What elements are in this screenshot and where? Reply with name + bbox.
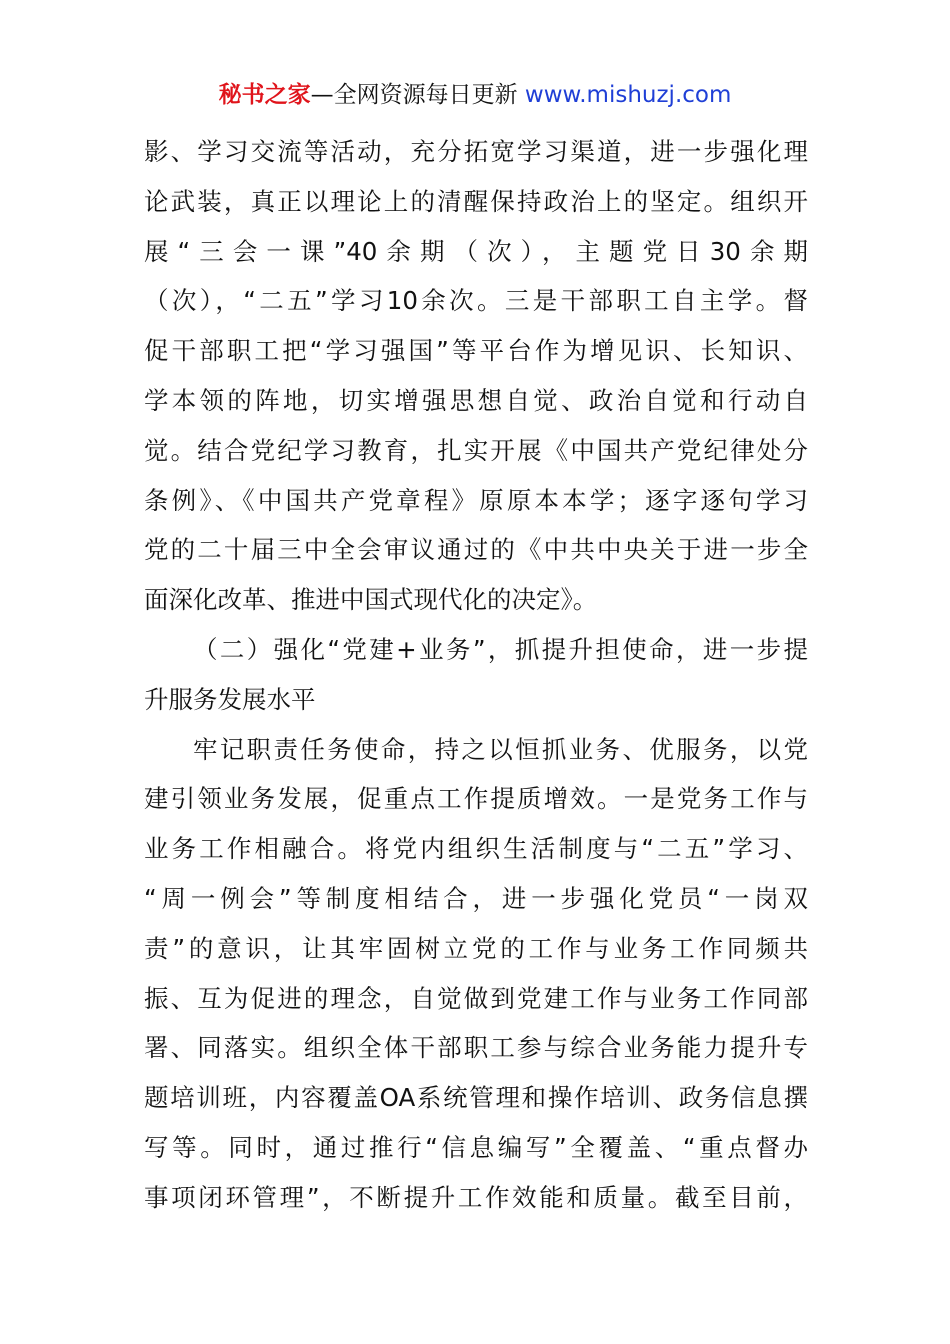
section-heading-line: （二）强化“党建+业务”，抓提升担使命，进一步提	[193, 634, 808, 664]
text-line: 影、学习交流等活动，充分拓宽学习渠道，进一步强化理	[144, 137, 808, 166]
text-line: 论武装，真正以理论上的清醒保持政治上的坚定。组织开	[144, 186, 808, 216]
site-brand: 秘书之家	[218, 82, 311, 108]
text-line: 展“三会一课”40余期（次），主题党日30余期	[144, 236, 808, 266]
text-line: 业务工作相融合。将党内组织生活制度与“二五”学习、	[144, 834, 808, 864]
document-body	[144, 127, 808, 1223]
text-line: 觉。结合党纪学习教育，扎实开展《中国共产党纪律处分	[144, 435, 808, 465]
text-line: 学本领的阵地，切实增强思想自觉、政治自觉和行动自	[144, 385, 808, 415]
text-line: 牢记职责任务使命，持之以恒抓业务、优服务，以党	[193, 734, 808, 764]
text-line: 写等。同时，通过推行“信息编写”全覆盖、“重点督办	[144, 1132, 808, 1162]
text-line: （次），“二五”学习10余次。三是干部职工自主学。督	[144, 286, 808, 316]
text-line: 建引领业务发展，促重点工作提质增效。一是党务工作与	[144, 784, 808, 814]
text-line: “周一例会”等制度相结合，进一步强化党员“一岗双	[144, 883, 808, 913]
site-tagline: —全网资源每日更新	[310, 82, 525, 108]
text-line: 题培训班，内容覆盖OA系统管理和操作培训、政务信息撰	[144, 1083, 808, 1113]
text-line: 条例》、《中国共产党章程》原原本本学；逐字逐句学习	[144, 485, 808, 515]
text-line: 责”的意识，让其牢固树立党的工作与业务工作同频共	[144, 933, 808, 963]
page-header	[0, 78, 950, 112]
site-url-link[interactable]: www.mishuzj.com	[524, 82, 732, 108]
text-line: 面深化改革、推进中国式现代化的决定》。	[144, 585, 598, 615]
text-line: 振、互为促进的理念，自觉做到党建工作与业务工作同部	[144, 983, 808, 1013]
section-heading-line: 升服务发展水平	[144, 684, 316, 714]
text-line: 党的二十届三中全会审议通过的《中共中央关于进一步全	[144, 535, 808, 565]
text-line: 促干部职工把“学习强国”等平台作为增见识、长知识、	[144, 336, 808, 366]
text-line: 事项闭环管理”，不断提升工作效能和质量。截至目前，	[144, 1182, 808, 1212]
text-line: 署、同落实。组织全体干部职工参与综合业务能力提升专	[144, 1033, 808, 1063]
